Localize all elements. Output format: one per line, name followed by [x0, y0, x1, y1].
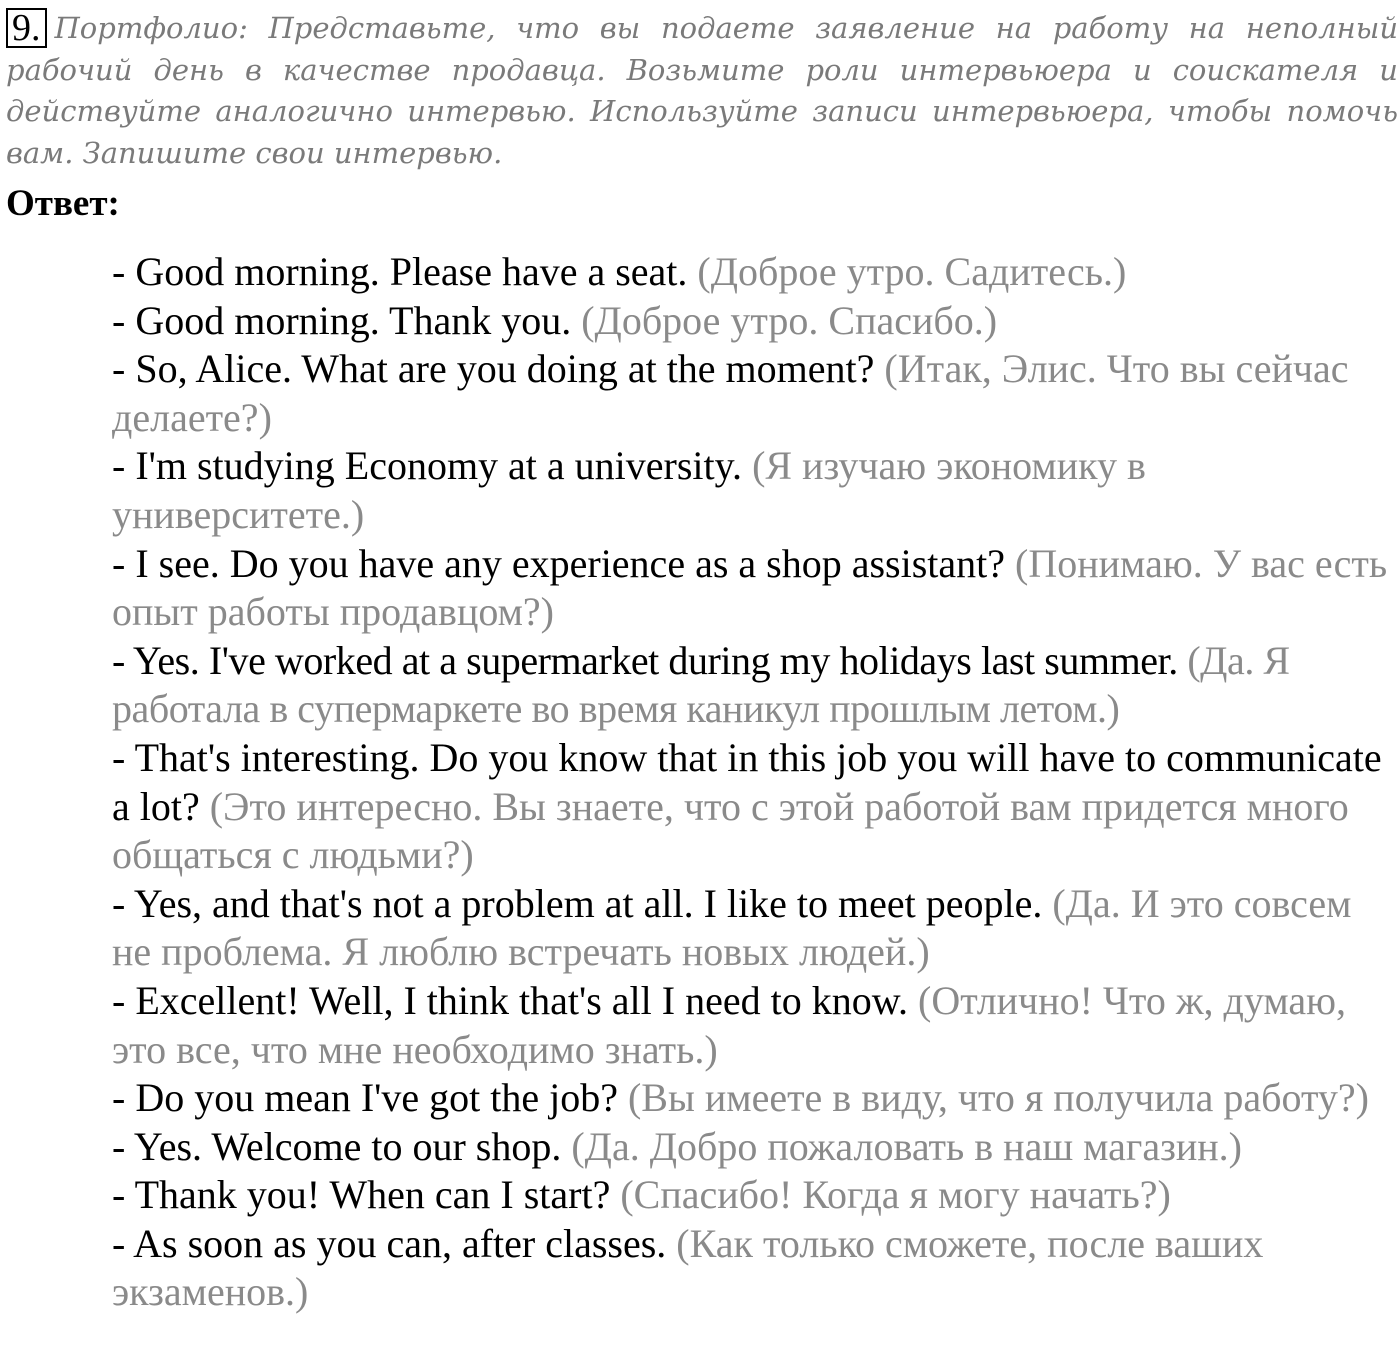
russian-translation: (Доброе утро. Садитесь.) [697, 249, 1127, 294]
english-phrase: - Good morning. Thank you. [112, 297, 572, 343]
dialogue-line [112, 637, 1398, 734]
english-phrase: - Yes. I've worked at a supermarket during my holidays last summer. [112, 637, 1178, 683]
russian-translation: (Отлично! Что ж, думаю, это все, что мне необходимо знать.) [112, 977, 1346, 1072]
dialogue-line [112, 540, 1398, 637]
english-phrase: - Do you mean I've got the job? [112, 1075, 618, 1121]
dialogue-line [112, 1220, 1398, 1317]
russian-translation: (Понимаю. У вас есть опыт работы продавцом?) [112, 540, 1388, 635]
russian-translation: (Я изучаю экономику в университете.) [112, 443, 1146, 537]
russian-translation: (Да. Я работала в супермаркете во время каникул прошлым летом.) [112, 637, 1290, 732]
task-number: 9. [6, 8, 47, 48]
english-phrase: - Excellent! Well, I think that's all I need to know. [112, 977, 908, 1023]
english-phrase: - Yes. Welcome to our shop. [112, 1123, 562, 1169]
english-phrase: - I see. Do you have any experience as a shop assistant? [112, 540, 1006, 586]
english-phrase: - As soon as you can, after classes. [112, 1220, 667, 1266]
english-phrase: - Yes, and that's not a problem at all. I like to meet people. [112, 880, 1043, 926]
russian-translation: (Да. И это совсем не проблема. Я люблю встречать новых людей.) [112, 880, 1352, 975]
dialogue-line [112, 1171, 1398, 1220]
dialogue [112, 248, 1398, 1317]
answer-label: Ответ: [6, 183, 120, 224]
dialogue-line [112, 248, 1398, 297]
dialogue-line [112, 345, 1398, 442]
english-phrase: - Thank you! When can I start? [112, 1172, 611, 1218]
dialogue-line [112, 1123, 1398, 1172]
dialogue-line [112, 734, 1398, 880]
russian-translation: (Как только сможете, после ваших экзаменов.) [112, 1220, 1264, 1315]
english-phrase: - I'm studying Economy at a university. [112, 443, 743, 489]
russian-translation: (Доброе утро. Спасибо.) [581, 297, 998, 343]
english-phrase: - That's interesting. Do you know that in this job you will have to communicate a lot? [112, 734, 1382, 829]
russian-translation: (Да. Добро пожаловать в наш магазин.) [571, 1123, 1243, 1169]
russian-translation: (Вы имеете в виду, что я получила работу?) [627, 1075, 1369, 1121]
dialogue-line [112, 880, 1398, 977]
dialogue-line [112, 297, 1398, 346]
dialogue-line [112, 977, 1398, 1074]
russian-translation: (Спасибо! Когда я могу начать?) [620, 1172, 1171, 1218]
task-text: Портфолио: Представьте, что вы подаете заявление на работу на неполный рабочий день в качестве продавца. Возьмите роли интервьюера и соискателя и действуйте аналогично интервью. Используйте записи интервьюера, чтобы помочь вам. Запишите свои интервью. [6, 11, 1398, 170]
english-phrase: - So, Alice. What are you doing at the moment? [112, 346, 875, 392]
russian-translation: (Итак, Элис. Что вы сейчас делаете?) [112, 346, 1349, 440]
english-phrase: - Good morning. Please have a seat. [112, 249, 688, 294]
dialogue-line [112, 442, 1398, 539]
task-statement [6, 8, 1398, 174]
russian-translation: (Это интересно. Вы знаете, что с этой работой вам придется много общаться с людьми?) [112, 783, 1349, 878]
dialogue-line [112, 1074, 1398, 1123]
